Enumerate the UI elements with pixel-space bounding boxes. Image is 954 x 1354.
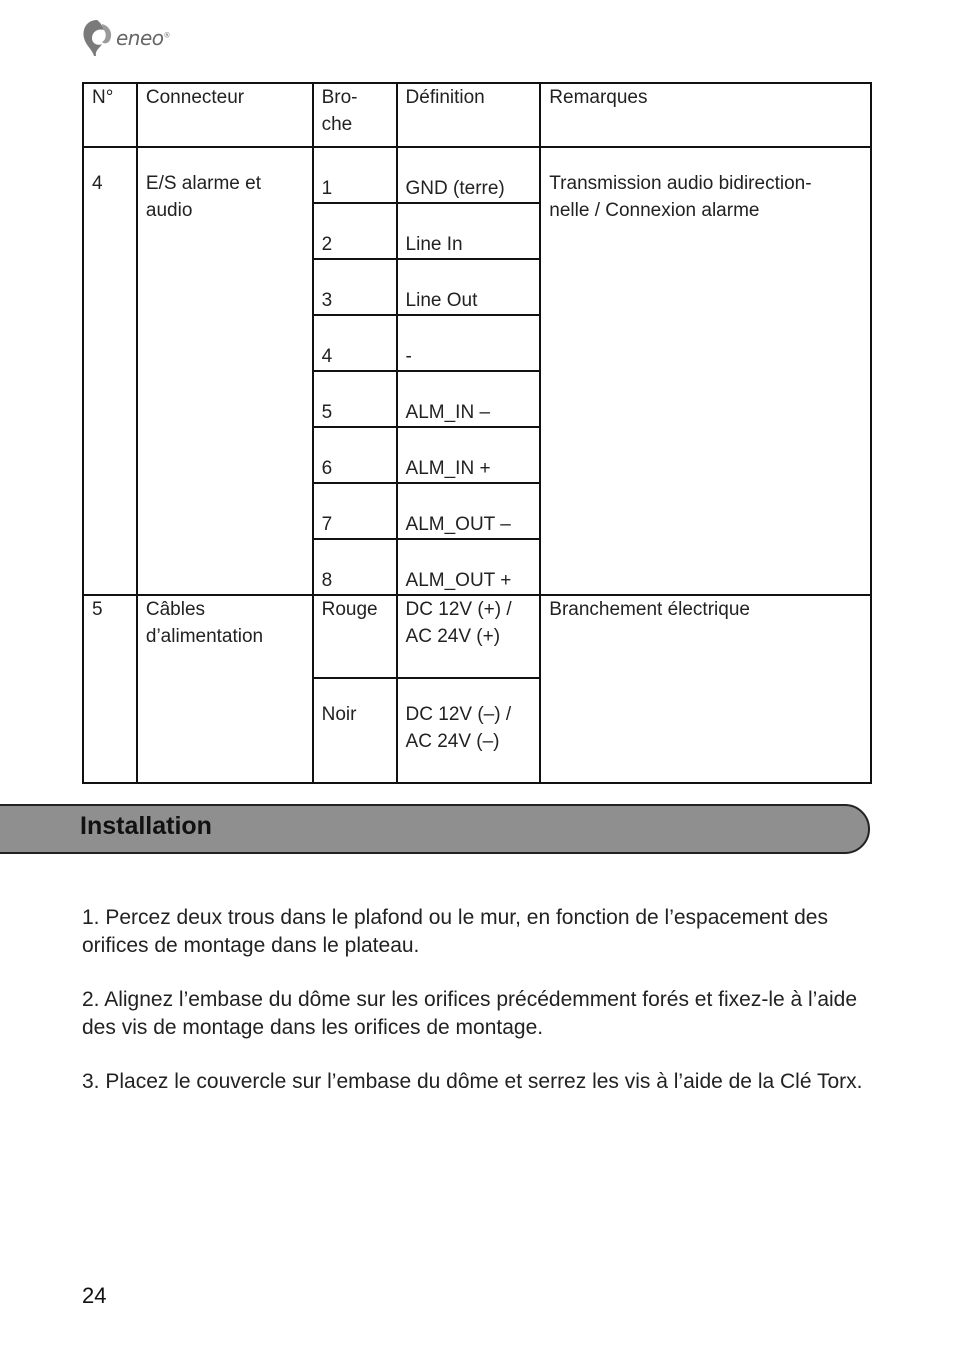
header-no: N° bbox=[83, 83, 137, 147]
row-connector: Câbles d’alimentation bbox=[137, 595, 313, 783]
pin-definition: Line Out bbox=[397, 259, 541, 315]
installation-steps bbox=[82, 904, 882, 1122]
wire-color: Noir bbox=[313, 678, 397, 783]
header-pin: Bro- che bbox=[313, 83, 397, 147]
pin-definition: - bbox=[397, 315, 541, 371]
table-header-row bbox=[83, 83, 871, 147]
eneo-logo-icon bbox=[80, 18, 114, 58]
connector-table bbox=[82, 82, 872, 784]
logo-text: eneo bbox=[116, 26, 164, 50]
pin-definition: ALM_OUT + bbox=[397, 539, 541, 595]
header-remarks: Remarques bbox=[540, 83, 871, 147]
header-definition: Définition bbox=[397, 83, 541, 147]
page-number: 24 bbox=[82, 1283, 107, 1308]
pin-number: 6 bbox=[313, 427, 397, 483]
wire-definition: DC 12V (–) / AC 24V (–) bbox=[397, 678, 541, 783]
pin-definition: GND (terre) bbox=[397, 147, 541, 203]
pin-definition: ALM_IN – bbox=[397, 371, 541, 427]
step-item: 3. Placez le couvercle sur l’embase du dôme et serrez les vis à l’aide de la Clé Torx. bbox=[82, 1070, 863, 1093]
row-no: 5 bbox=[83, 595, 137, 783]
pin-definition: Line In bbox=[397, 203, 541, 259]
header-connector: Connecteur bbox=[137, 83, 313, 147]
row-remarks: Transmission audio bidirection- nelle / Connexion alarme bbox=[540, 147, 871, 595]
pin-number: 1 bbox=[313, 147, 397, 203]
row-no: 4 bbox=[83, 147, 137, 595]
pin-definition: ALM_IN + bbox=[397, 427, 541, 483]
row-remarks: Branchement électrique bbox=[540, 595, 871, 783]
brand-logo bbox=[80, 16, 170, 60]
pin-number: 5 bbox=[313, 371, 397, 427]
wire-color: Rouge bbox=[313, 595, 397, 678]
registered-mark: ® bbox=[163, 31, 171, 40]
row-connector: E/S alarme et audio bbox=[137, 147, 313, 595]
section-title: Installation bbox=[80, 812, 212, 840]
step-item: 1. Percez deux trous dans le plafond ou le mur, en fonction de l’espacement des orifices de montage dans le plateau. bbox=[82, 906, 828, 957]
table-row bbox=[83, 595, 871, 678]
pin-number: 7 bbox=[313, 483, 397, 539]
table-row bbox=[83, 147, 871, 203]
pin-number: 4 bbox=[313, 315, 397, 371]
wire-definition: DC 12V (+) / AC 24V (+) bbox=[397, 595, 541, 678]
pin-number: 2 bbox=[313, 203, 397, 259]
step-item: 2. Alignez l’embase du dôme sur les orifices précédemment forés et fixez-le à l’aide des vis de montage dans les orifices de montage. bbox=[82, 988, 858, 1039]
pin-number: 8 bbox=[313, 539, 397, 595]
pin-number: 3 bbox=[313, 259, 397, 315]
pin-definition: ALM_OUT – bbox=[397, 483, 541, 539]
